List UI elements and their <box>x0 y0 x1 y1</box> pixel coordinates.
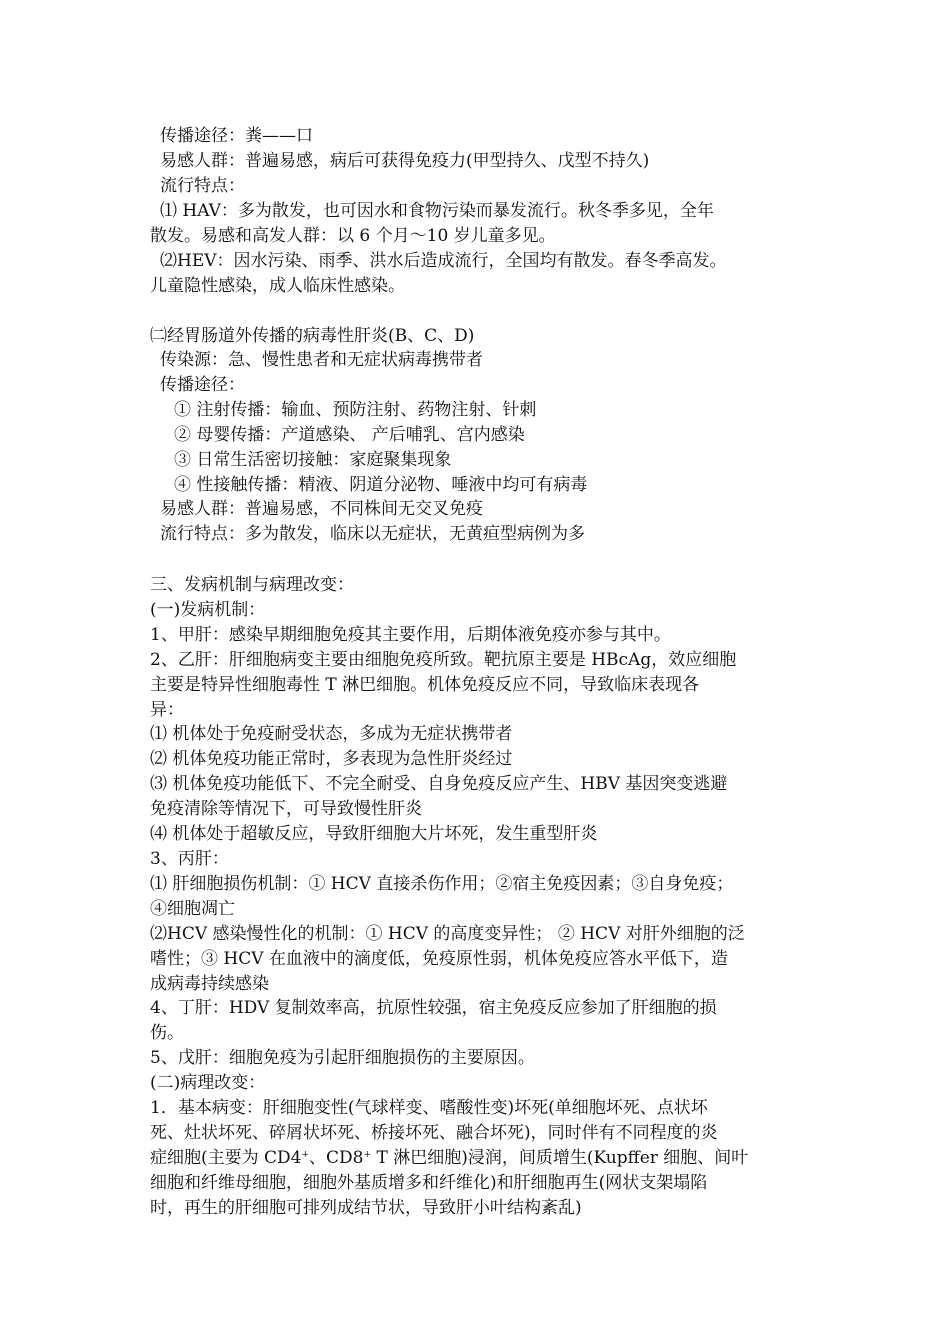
hepatitis-e-mechanism: 5、戊肝：细胞免疫为引起肝细胞损伤的主要原因。 <box>150 1048 535 1068</box>
cd8-superscript: + <box>363 1150 372 1160</box>
hepatitis-b-item-2: ⑵ 机体免疫功能正常时，多表现为急性肝炎经过 <box>150 749 513 769</box>
hepatitis-a-mechanism: 1、甲肝：感染早期细胞免疫其主要作用，后期体液免疫亦参与其中。 <box>150 625 671 645</box>
hepatitis-b-item-3-cont: 免疫清除等情况下，可导致慢性肝炎 <box>150 799 422 819</box>
pathology-line-4: 细胞和纤维母细胞，细胞外基质增多和纤维化)和肝细胞再生(网状支架塌陷 <box>150 1173 708 1193</box>
infection-source: 传染源：急、慢性患者和无症状病毒携带者 <box>160 350 483 370</box>
hev-features-line-1: ⑵HEV：因水污染、雨季、洪水后造成流行，全国均有散发。春冬季高发。 <box>160 251 727 271</box>
hepatitis-c-line-5: 成病毒持续感染 <box>150 974 269 994</box>
hepatitis-c-line-2: ④细胞凋亡 <box>150 899 235 919</box>
susceptible-population-a: 易感人群：普遍易感，病后可获得免疫力(甲型持久、戊型不持久) <box>160 151 650 171</box>
epidemic-features-bcd: 流行特点：多为散发，临床以无症状，无黄疸型病例为多 <box>160 524 585 544</box>
pathology-line-2: 死、灶状坏死、碎屑状坏死、桥接坏死、融合坏死)，同时伴有不同程度的炎 <box>150 1123 718 1143</box>
hav-features-line-1: ⑴ HAV：多为散发，也可因水和食物污染而暴发流行。秋冬季多见，全年 <box>160 201 714 221</box>
hepatitis-b-item-4: ⑷ 机体处于超敏反应，导致肝细胞大片坏死，发生重型肝炎 <box>150 824 598 844</box>
section-3-title: 三、发病机制与病理改变： <box>150 575 354 595</box>
hepatitis-b-item-3: ⑶ 机体免疫功能低下、不完全耐受、自身免疫反应产生、HBV 基因突变逃避 <box>150 774 728 794</box>
route-item-close-contact: ③ 日常生活密切接触：家庭聚集现象 <box>174 450 452 470</box>
epidemic-features-title-a: 流行特点： <box>160 176 245 196</box>
pathology-line-3-part-a: 症细胞(主要为 CD4 <box>150 1148 302 1168</box>
pathology-title: (二)病理改变： <box>150 1073 266 1093</box>
hepatitis-b-line-1: 2、乙肝：肝细胞病变主要由细胞免疫所致。靶抗原主要是 HBcAg，效应细胞 <box>150 650 737 670</box>
cd4-superscript: + <box>301 1150 310 1160</box>
pathology-line-3-part-b: 、CD8 <box>309 1148 364 1168</box>
pathology-line-3-part-c: T 淋巴细胞)浸润，间质增生(Kupffer 细胞、间叶 <box>371 1148 749 1168</box>
pathology-line-3 <box>150 1146 748 1170</box>
hepatitis-c-line-4: 嗜性；③ HCV 在血液中的滴度低，免疫原性弱，机体免疫应答水平低下，造 <box>150 949 728 969</box>
route-item-mother-infant: ② 母婴传播：产道感染、 产后哺乳、宫内感染 <box>174 425 525 445</box>
hepatitis-c-title: 3、丙肝： <box>150 849 229 869</box>
hepatitis-c-line-3: ⑵HCV 感染慢性化的机制：① HCV 的高度变异性； ② HCV 对肝外细胞的泛 <box>150 924 745 944</box>
mechanism-title: (一)发病机制： <box>150 600 266 620</box>
hepatitis-c-line-1: ⑴ 肝细胞损伤机制：① HCV 直接杀伤作用；②宿主免疫因素；③自身免疫； <box>150 874 734 894</box>
hepatitis-d-line-2: 伤。 <box>150 1023 184 1043</box>
pathology-line-1: 1．基本病变：肝细胞变性(气球样变、嗜酸性变)坏死(单细胞坏死、点状坏 <box>150 1098 708 1118</box>
susceptible-population-bcd: 易感人群：普遍易感，不同株间无交叉免疫 <box>160 499 483 519</box>
hepatitis-b-line-3: 异： <box>150 700 184 720</box>
transmission-route-title: 传播途径： <box>160 375 245 395</box>
hepatitis-b-item-1: ⑴ 机体处于免疫耐受状态，多成为无症状携带者 <box>150 724 513 744</box>
heading-parenteral-hepatitis: ㈡经胃肠道外传播的病毒性肝炎(B、C、D) <box>150 326 475 346</box>
route-item-sexual-contact: ④ 性接触传播：精液、阴道分泌物、唾液中均可有病毒 <box>174 475 588 495</box>
hepatitis-d-line-1: 4、丁肝：HDV 复制效率高，抗原性较强，宿主免疫反应参加了肝细胞的损 <box>150 998 717 1018</box>
transmission-route-a: 传播途径：粪——口 <box>160 126 313 146</box>
hev-features-line-2: 儿童隐性感染，成人临床性感染。 <box>150 276 405 296</box>
pathology-line-5: 时，再生的肝细胞可排列成结节状，导致肝小叶结构紊乱) <box>150 1198 582 1218</box>
hepatitis-b-line-2: 主要是特异性细胞毒性 T 淋巴细胞。机体免疫反应不同，导致临床表现各 <box>150 675 700 695</box>
hav-features-line-2: 散发。易感和高发人群：以 6 个月～10 岁儿童多见。 <box>150 226 556 246</box>
route-item-injection: ① 注射传播：输血、预防注射、药物注射、针刺 <box>174 400 537 420</box>
